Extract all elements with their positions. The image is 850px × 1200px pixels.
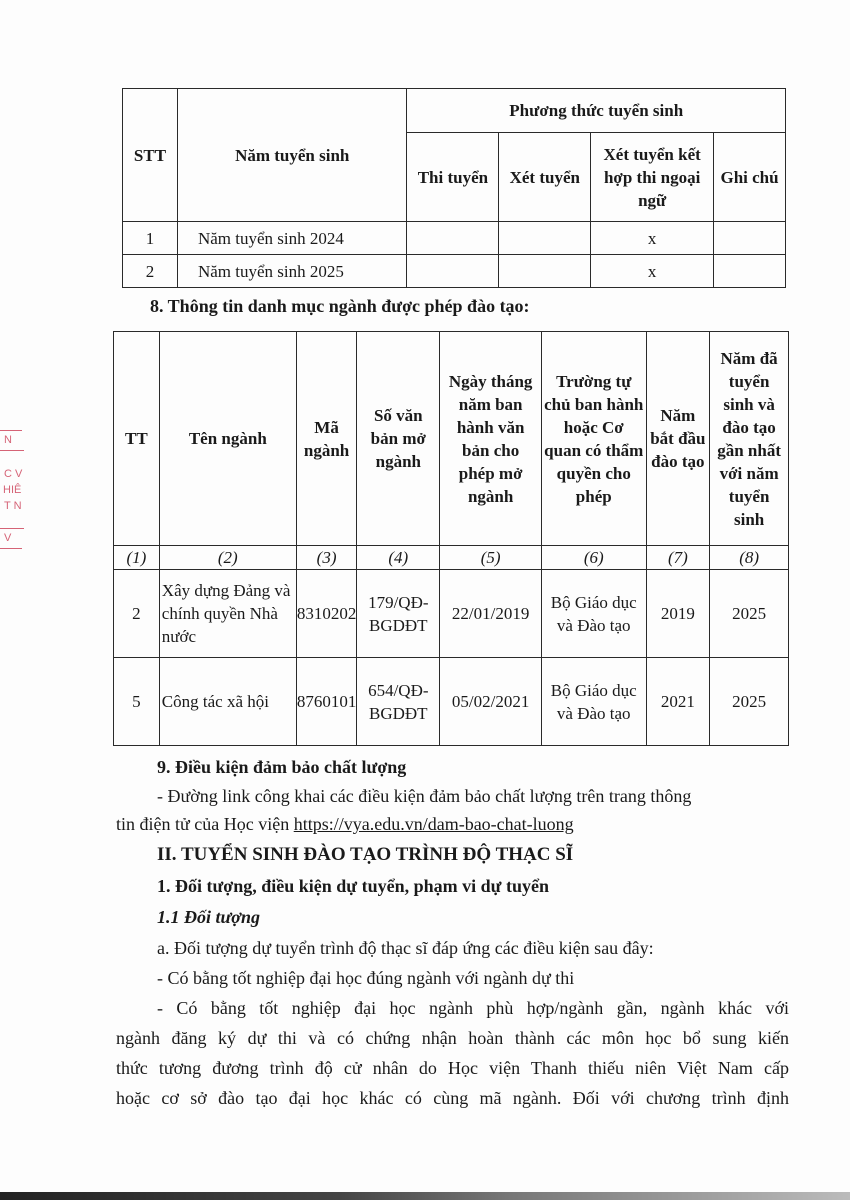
header-exam: Thi tuyển (407, 133, 499, 222)
cell-latest: 2025 (710, 658, 789, 746)
cell-start: 2021 (646, 658, 710, 746)
cell-tt: 2 (114, 570, 160, 658)
table-row (123, 255, 786, 288)
cell-date: 22/01/2019 (440, 570, 542, 658)
section-9-line2-prefix: tin điện tử của Học viện (116, 814, 294, 834)
header-tt: TT (114, 332, 160, 546)
stamp-fragment-icon: N C V HIÊ T N V (0, 420, 28, 570)
bullet-2-line2: ngành đăng ký dự thi và có chứng nhận hoàn thành các môn học bổ sung kiến (116, 1028, 789, 1048)
header-review: Xét tuyển (499, 133, 591, 222)
header-method-group: Phương thức tuyển sinh (407, 89, 786, 133)
header-year: Năm tuyển sinh (177, 89, 407, 222)
cell-name: Xây dựng Đảng và chính quyền Nhà nước (159, 570, 296, 658)
admission-method-table (122, 88, 786, 288)
cell-year: Năm tuyển sinh 2024 (177, 222, 407, 255)
cell-stt: 1 (123, 222, 178, 255)
cell-code: 8760101 (296, 658, 357, 746)
header-start: Năm bắt đầu đào tạo (646, 332, 710, 546)
col-number: (7) (646, 546, 710, 570)
cell-review (499, 255, 591, 288)
cell-tt: 5 (114, 658, 160, 746)
header-authority: Trường tự chủ ban hành hoặc Cơ quan có thẩm quyền cho phép (542, 332, 647, 546)
table-row (114, 570, 789, 658)
cell-doc: 179/QĐ-BGDĐT (357, 570, 440, 658)
section-9-line2 (116, 812, 574, 836)
cell-doc: 654/QĐ-BGDĐT (357, 658, 440, 746)
subsection-1-1-heading: 1.1 Đối tượng (157, 907, 260, 927)
section-II-heading: II. TUYỂN SINH ĐÀO TẠO TRÌNH ĐỘ THẠC SĨ (157, 844, 574, 865)
section-8-heading: 8. Thông tin danh mục ngành được phép đào tạo: (150, 296, 530, 316)
table-row (114, 658, 789, 746)
scan-edge (0, 1192, 850, 1200)
col-number: (6) (542, 546, 647, 570)
section-9-line1: - Đường link công khai các điều kiện đảm bảo chất lượng trên trang thông (157, 786, 692, 806)
cell-start: 2019 (646, 570, 710, 658)
cell-authority: Bộ Giáo dục và Đào tạo (542, 658, 647, 746)
paragraph-a: a. Đối tượng dự tuyển trình độ thạc sĩ đáp ứng các điều kiện sau đây: (157, 938, 654, 958)
cell-date: 05/02/2021 (440, 658, 542, 746)
cell-code: 8310202 (296, 570, 357, 658)
section-9-heading: 9. Điều kiện đảm bảo chất lượng (157, 757, 407, 777)
bullet-1: - Có bằng tốt nghiệp đại học đúng ngành với ngành dự thi (157, 968, 575, 988)
cell-note (714, 255, 786, 288)
col-number: (4) (357, 546, 440, 570)
col-number: (2) (159, 546, 296, 570)
cell-exam (407, 222, 499, 255)
header-latest: Năm đã tuyển sinh và đào tạo gần nhất với năm tuyển sinh (710, 332, 789, 546)
cell-stt: 2 (123, 255, 178, 288)
cell-name: Công tác xã hội (159, 658, 296, 746)
quality-link[interactable]: https://vya.edu.vn/dam-bao-chat-luong (293, 814, 574, 834)
cell-year: Năm tuyển sinh 2025 (177, 255, 407, 288)
header-combined: Xét tuyển kết hợp thi ngoại ngữ (591, 133, 714, 222)
cell-latest: 2025 (710, 570, 789, 658)
cell-review (499, 222, 591, 255)
col-number: (1) (114, 546, 160, 570)
cell-note (714, 222, 786, 255)
col-number: (3) (296, 546, 357, 570)
bullet-2-line3: thức tương đương trình độ cử nhân do Học viện Thanh thiếu niên Việt Nam cấp (116, 1058, 789, 1078)
bullet-2-line4: hoặc cơ sở đào tạo đại học khác có cùng mã ngành. Đối với chương trình định (116, 1088, 789, 1108)
cell-authority: Bộ Giáo dục và Đào tạo (542, 570, 647, 658)
header-date: Ngày tháng năm ban hành văn bản cho phép mở ngành (440, 332, 542, 546)
bullet-2-line1: - Có bằng tốt nghiệp đại học ngành phù hợp/ngành gần, ngành khác với (157, 998, 789, 1018)
header-name: Tên ngành (159, 332, 296, 546)
subsection-1-heading: 1. Đối tượng, điều kiện dự tuyển, phạm vi dự tuyển (157, 876, 549, 896)
header-code: Mã ngành (296, 332, 357, 546)
cell-combined: x (591, 255, 714, 288)
header-note: Ghi chú (714, 133, 786, 222)
header-stt: STT (123, 89, 178, 222)
column-number-row (114, 546, 789, 570)
table-row (123, 222, 786, 255)
cell-exam (407, 255, 499, 288)
col-number: (5) (440, 546, 542, 570)
cell-combined: x (591, 222, 714, 255)
col-number: (8) (710, 546, 789, 570)
header-doc: Số văn bản mở ngành (357, 332, 440, 546)
program-list-table (113, 331, 789, 746)
